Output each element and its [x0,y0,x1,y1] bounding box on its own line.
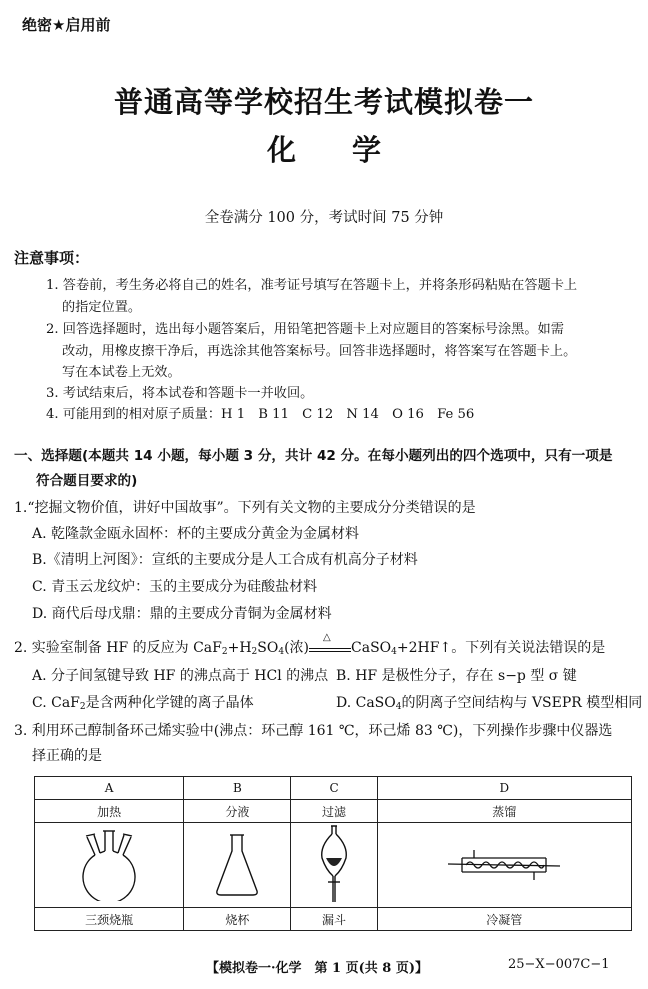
q1-option-c: C. 青玉云龙纹炉：玉的主要成分为硅酸盐材料 [32,579,318,595]
col-letter-d: D [377,777,631,800]
condenser-cell [377,823,631,908]
operation-heating: 加热 [35,800,184,823]
operation-distillation: 蒸馏 [377,800,631,823]
instrument-beaker: 烧杯 [184,908,291,931]
instrument-condenser: 冷凝管 [377,908,631,931]
q1-option-d: D. 商代后母戊鼎：鼎的主要成分青铜为金属材料 [32,606,332,622]
beaker-cell [184,823,291,908]
instrument-three-neck-flask: 三颈烧瓶 [35,908,184,931]
q2-option-c: C. CaF$_2$是含两种化学键的离子晶体 [32,695,254,712]
q1-option-a: A. 乾隆款金瓯永固杯：杯的主要成分黄金为金属材料 [32,526,360,542]
condenser-tube-icon [444,844,564,884]
note-1: 1. 答卷前，考生务必将自己的姓名，准考证号填写在答题卡上，并将条形码粘贴在答题卡上 [46,278,578,293]
confidential-label: 绝密★启用前 [22,16,111,34]
subject-title: 化学 [266,133,437,167]
operation-filtration: 过滤 [291,800,377,823]
operation-separation: 分液 [184,800,291,823]
conical-flask-icon [212,829,262,899]
note-2-cont2: 写在本试卷上无效。 [62,365,181,380]
exam-title: 普通高等学校招生考试模拟卷一 [113,85,534,119]
three-neck-flask-cell [35,823,184,908]
footer-page-info: 【模拟卷一·化学 第 1 页(共 8 页)】 [206,961,429,976]
q2-stem: 2. 实验室制备 HF 的反应为 $CaF_2+H_2SO_4$(浓) △ CaSO$_4$+2HF↑。下列有关说法错误的是 [14,632,606,657]
note-2: 2. 回答选择题时，选出每小题答案后，用铅笔把答题卡上对应题目的答案标号涂黑。如需 [46,322,564,337]
q2-option-b: B. HF 是极性分子，存在 s−p 型 σ 键 [336,668,577,684]
q2-option-d: D. CaSO$_4$的阴离子空间结构与 VSEPR 模型相同 [336,695,643,712]
note-1-cont: 的指定位置。 [62,300,142,315]
three-neck-flask-icon [74,827,144,901]
q1-option-b: B.《清明上河图》：宣纸的主要成分是人工合成有机高分子材料 [32,552,418,568]
note-2-cont: 改动，用橡皮擦干净后，再选涂其他答案标号。回答非选择题时，将答案写在答题卡上。 [62,344,577,359]
q2-option-a: A. 分子间氢键导致 HF 的沸点高于 HCl 的沸点 [32,668,329,684]
col-letter-c: C [291,777,377,800]
footer-code: 25−X−007C−1 [508,957,610,972]
instrument-funnel: 漏斗 [291,908,377,931]
separatory-funnel-icon [314,824,354,904]
section-heading: 一、选择题(本题共 14 小题，每小题 3 分，共计 42 分。在每小题列出的四个选项中，只有一项是 [14,448,613,464]
heating-condition: △ [309,639,351,652]
q3-stem-cont: 择正确的是 [32,748,102,764]
q3-stem: 3. 利用环己醇制备环己烯实验中(沸点：环己醇 161 ℃，环己烯 83 ℃)，下列操作步骤中仪器选 [14,723,613,739]
col-letter-a: A [35,777,184,800]
apparatus-table [34,776,632,931]
notes-heading: 注意事项： [14,249,90,267]
note-4: 4. 可能用到的相对原子质量：H 1 B 11 C 12 N 14 O 16 Fe 56 [46,407,475,422]
score-time-line: 全卷满分 100 分，考试时间 75 分钟 [204,210,444,226]
section-heading-cont: 符合题目要求的) [36,473,138,489]
funnel-cell [291,823,377,908]
note-3: 3. 考试结束后，将本试卷和答题卡一并收回。 [46,386,314,401]
q1-stem: 1.“挖掘文物价值，讲好中国故事”。下列有关文物的主要成分分类错误的是 [14,500,476,516]
col-letter-b: B [184,777,291,800]
